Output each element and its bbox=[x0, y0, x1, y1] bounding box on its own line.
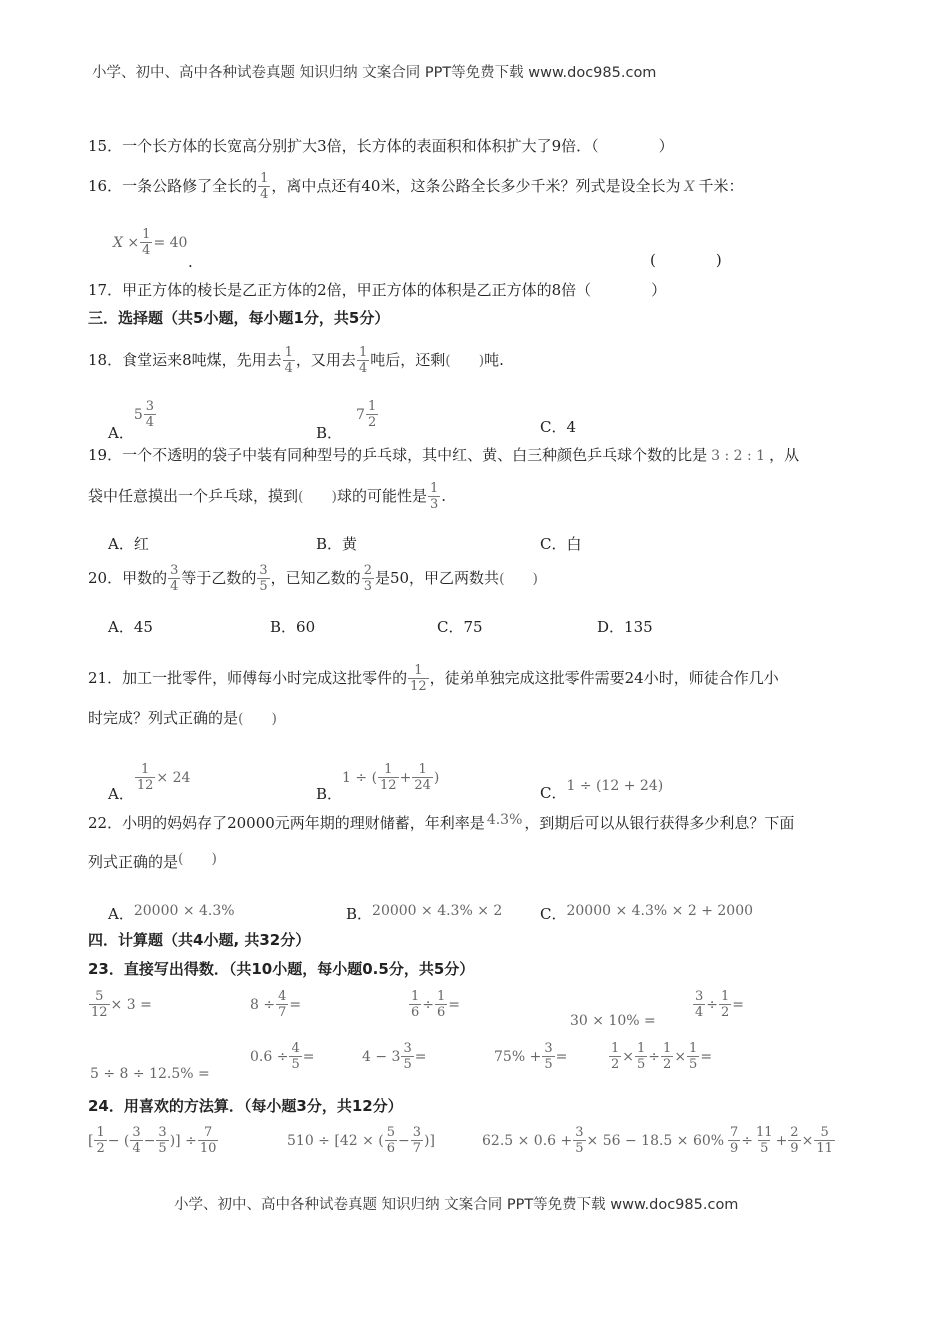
q20-option-a: A．45 bbox=[108, 618, 153, 636]
q21-option-c: C． 1 ÷ (12 + 24) bbox=[540, 778, 664, 802]
q19-text-e: . bbox=[441, 487, 447, 506]
answer-paren: ( ) bbox=[499, 570, 538, 587]
compute-1: [ 1 2 − ( 3 4 − $\frac{3}{5}$ )] ÷ $\frac{7}{10}$ bbox=[88, 1125, 217, 1156]
q20-text-d: 是50，甲乙两数共 bbox=[374, 569, 500, 588]
q21-option-b: B． 1 ÷ ( 1 12 + $\frac{1}{24}$ ) bbox=[316, 762, 440, 804]
q19-text-a: 19．一个不透明的袋子中装有同种型号的乒乓球，其中红、黄、白三种颜色乒乓球个数的比是 bbox=[88, 446, 708, 464]
q21-text-c: 时完成？列式正确的是 bbox=[88, 709, 239, 727]
fraction: 3 4 bbox=[170, 563, 179, 594]
q18-text-b: ，又用去 bbox=[295, 351, 356, 370]
page-footer: 小学、初中、高中各种试卷真题 知识归纳 文案合同 PPT等免费下载 www.doc985.com bbox=[174, 1197, 739, 1213]
q19-text-c: 袋中任意摸出一个乒乓球，摸到 bbox=[88, 487, 299, 506]
q16-period: . bbox=[188, 253, 193, 271]
fraction: 2 3 bbox=[363, 563, 372, 594]
fraction: 1 12 bbox=[410, 663, 427, 694]
page-header: 小学、初中、高中各种试卷真题 知识归纳 文案合同 PPT等免费下载 www.doc985.com bbox=[92, 65, 657, 81]
question-17: 17．甲正方体的棱长是乙正方体的2倍，甲正方体的体积是乙正方体的8倍（ ） bbox=[88, 281, 667, 299]
question-16 bbox=[88, 172, 743, 201]
calc-6: 5 ÷ 8 ÷ 12.5% = bbox=[90, 1066, 210, 1082]
q20-option-c: C．75 bbox=[437, 618, 483, 636]
q18-option-a: A． 5 3 4 bbox=[108, 399, 155, 443]
compute-2: 510 ÷ [42 × ( 5 6 − $\frac{3}{7}$ )] bbox=[287, 1125, 435, 1156]
q19-option-b: B．黄 bbox=[316, 535, 358, 553]
q18-option-b: B． 7 1 2 bbox=[316, 399, 377, 443]
calc-5: $\frac{3}{4}$ ÷ $\frac{1}{2}$ = bbox=[695, 989, 745, 1020]
calc-2: 8 ÷ $\frac{4}{7}$ = bbox=[250, 989, 302, 1020]
fraction: 1 12 bbox=[380, 762, 397, 793]
calc-7: 0.6 ÷ $\frac{4}{5}$ = bbox=[250, 1041, 315, 1072]
question-24: 24．用喜欢的方法算．（每小题3分，共12分） bbox=[88, 1097, 403, 1115]
question-20 bbox=[88, 564, 538, 593]
q19-option-a: A．红 bbox=[108, 535, 149, 553]
q18-text-a: 18．食堂运来8吨煤，先用去 bbox=[88, 351, 282, 370]
q22-option-c: C． 20000 × 4.3% × 2 + 2000 bbox=[540, 903, 754, 923]
compute-4: $\frac{7}{9}$ ÷ $\frac{11}{5}$ + $\frac{2}{9}$ × $\frac{5}{11}$ bbox=[730, 1125, 833, 1156]
q16-text-c: 千米： bbox=[698, 177, 744, 196]
fraction: 3 5 bbox=[259, 563, 268, 594]
q22-text-c: 列式正确的是 bbox=[88, 853, 179, 871]
q19-text-d: 球的可能性是 bbox=[336, 487, 427, 506]
q16-answer-paren: ( ) bbox=[650, 251, 722, 269]
q22-text-b: ，到期后可以从银行获得多少利息？下面 bbox=[524, 814, 795, 832]
q21-text-a: 21．加工一批零件，师傅每小时完成这批零件的 bbox=[88, 669, 408, 688]
q20-text-c: ，已知乙数的 bbox=[270, 569, 361, 588]
section-4-heading: 四．计算题（共4小题, 共32分） bbox=[88, 931, 311, 949]
calc-4: 30 × 10% = bbox=[570, 1013, 656, 1029]
q20-text-b: 等于乙数的 bbox=[181, 569, 257, 588]
answer-paren: ( ) bbox=[445, 352, 485, 369]
question-18 bbox=[88, 346, 504, 375]
question-15: 15．一个长方体的长宽高分别扩大3倍，长方体的表面积和体积扩大了9倍．（ ） bbox=[88, 137, 674, 155]
interest-rate: 4.3% bbox=[486, 811, 523, 828]
q16-equation: X × $\frac{1}{4}$ = 40 bbox=[113, 227, 188, 258]
q19-option-c: C．白 bbox=[540, 535, 582, 553]
fraction: $\frac{1}{24}$ bbox=[414, 762, 431, 793]
q22-option-a: A． 20000 × 4.3% bbox=[108, 903, 235, 923]
ratio: 3 : 2 : 1 bbox=[711, 447, 766, 464]
calc-8: 4 − 3 $\frac{3}{5}$ = bbox=[362, 1041, 427, 1072]
question-22 bbox=[88, 811, 795, 832]
q18-option-c: C．4 bbox=[540, 418, 577, 436]
fraction: 1 4 bbox=[284, 345, 293, 376]
fraction: 1 4 bbox=[260, 171, 269, 202]
calc-1: $\frac{5}{12}$ × 3 = bbox=[91, 989, 152, 1020]
fraction: 1 3 bbox=[429, 481, 439, 512]
answer-paren: ( ) bbox=[178, 850, 217, 867]
answer-paren: ( ) bbox=[298, 488, 337, 505]
question-19-line2 bbox=[88, 482, 446, 511]
fraction: $\frac{1}{12}$ bbox=[136, 762, 154, 793]
question-21-line2 bbox=[88, 711, 277, 726]
section-3-heading: 三．选择题（共5小题，每小题1分，共5分） bbox=[88, 309, 390, 327]
calc-10: $\frac{1}{2}$ × $\frac{1}{5}$ ÷ $\frac{1}{2}$ × $\frac{1}{5}$ = bbox=[611, 1041, 713, 1072]
q16-text-a: 16．一条公路修了全长的 bbox=[88, 177, 258, 196]
q22-text-a: 22．小明的妈妈存了20000元两年期的理财储蓄，年利率是 bbox=[88, 814, 485, 832]
question-19 bbox=[88, 448, 799, 463]
q19-text-b: ，从 bbox=[769, 446, 800, 464]
question-21 bbox=[88, 664, 779, 693]
answer-paren: ( ) bbox=[238, 710, 277, 727]
q20-text-a: 20．甲数的 bbox=[88, 569, 168, 588]
calc-3: $\frac{1}{6}$ ÷ $\frac{1}{6}$ = bbox=[411, 989, 461, 1020]
q21-option-a: A． $\frac{1}{12}$ × 24 bbox=[108, 762, 191, 804]
q21-text-b: ，徒弟单独完成这批零件需要24小时，师徒合作几小 bbox=[429, 669, 779, 688]
q16-text-b: ，离中点还有40米，这条公路全长多少千米？列式是设全长为 bbox=[271, 177, 681, 196]
fraction: 1 4 bbox=[358, 345, 368, 376]
variable-x: X bbox=[684, 178, 695, 195]
q20-option-d: D．135 bbox=[597, 618, 653, 636]
compute-3: 62.5 × 0.6 + $\frac{3}{5}$ × 56 − 18.5 × 60% bbox=[482, 1125, 725, 1156]
fraction: $\frac{1}{4}$ bbox=[142, 227, 151, 258]
question-23: 23．直接写出得数．（共10小题，每小题0.5分，共5分） bbox=[88, 960, 475, 978]
q20-option-b: B．60 bbox=[270, 618, 316, 636]
fraction: 1 2 bbox=[367, 399, 377, 430]
q18-text-d: 吨. bbox=[484, 351, 504, 370]
question-22-line2 bbox=[88, 850, 217, 871]
q18-text-c: 吨后，还剩 bbox=[370, 351, 446, 370]
q22-option-b: B． 20000 × 4.3% × 2 bbox=[346, 903, 503, 923]
fraction: 3 4 bbox=[145, 399, 155, 430]
calc-9: 75% + $\frac{3}{5}$ = bbox=[494, 1041, 568, 1072]
